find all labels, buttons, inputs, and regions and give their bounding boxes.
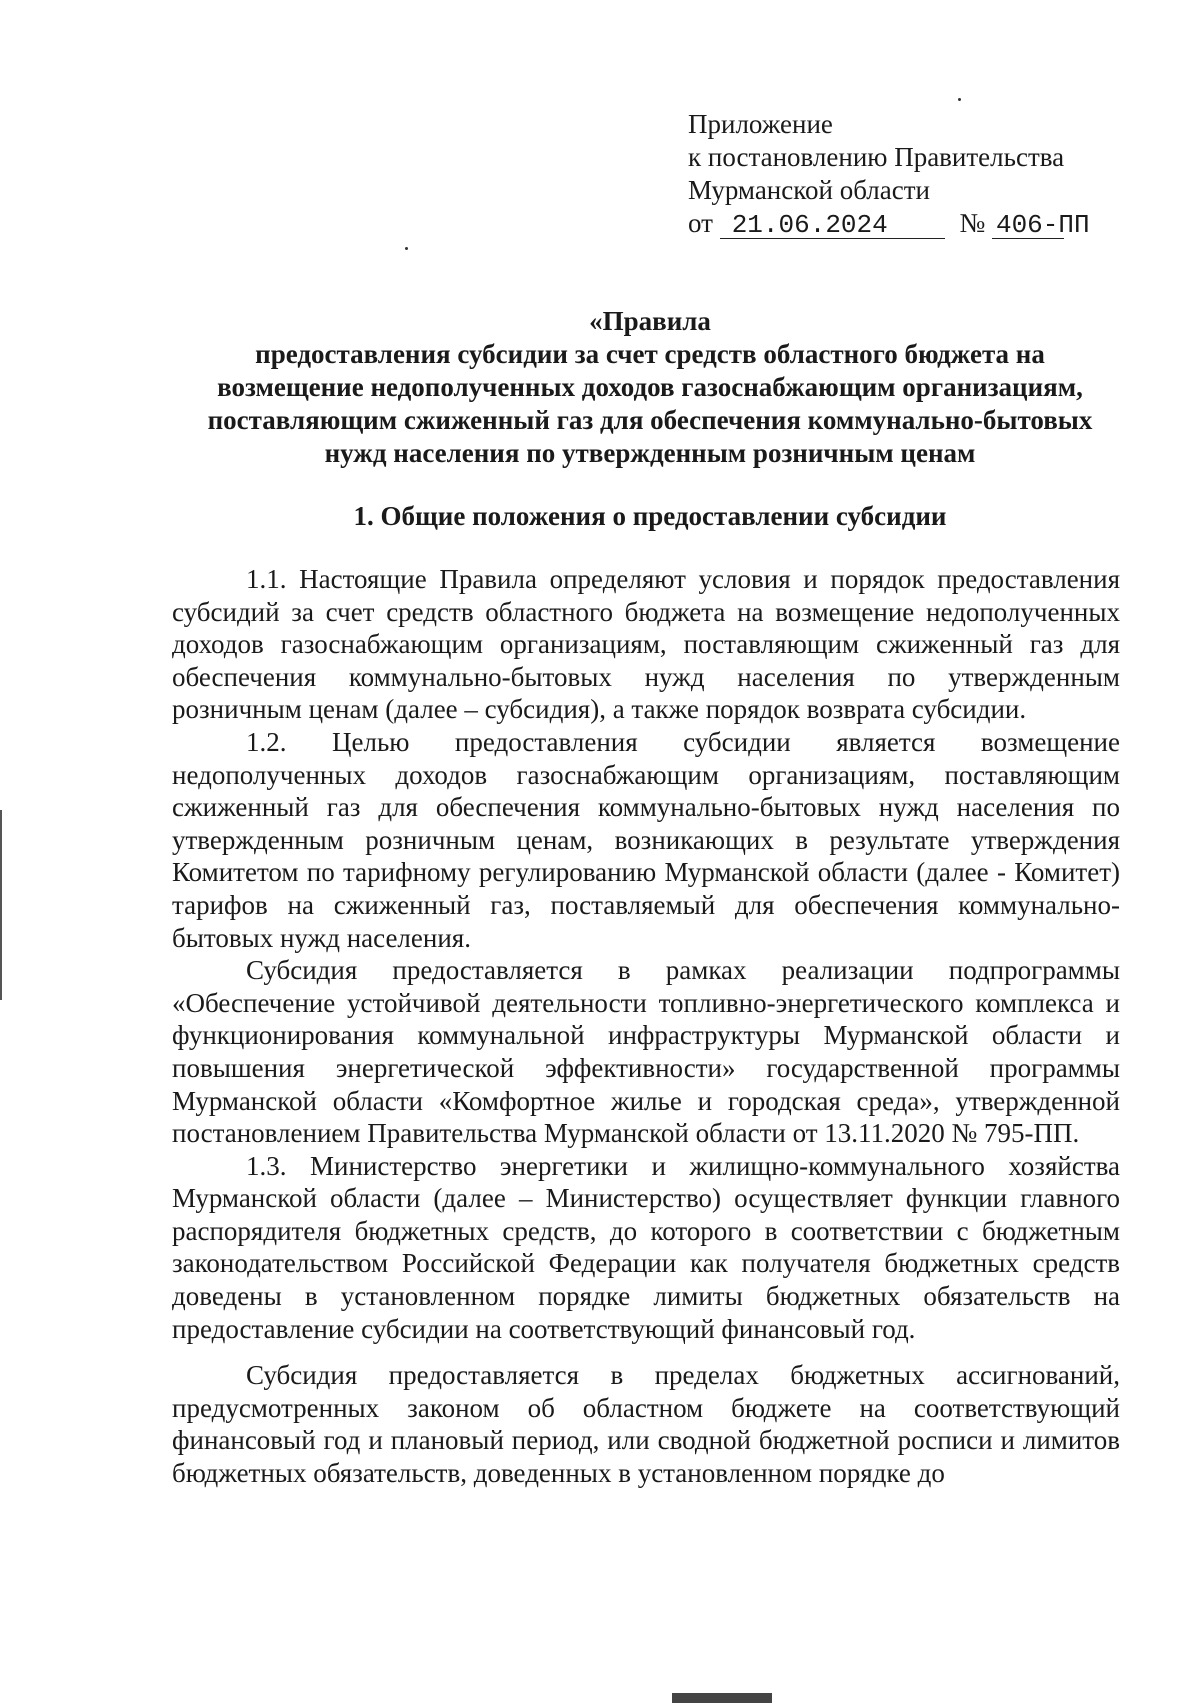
paragraph-1-2: 1.2. Целью предоставления субсидии является возмещение недополученных доходов газоснабжающим организациям, поставляющим сжиженный газ для обеспечения коммунально-бытовых нужд населения по утвержденным розничным ценам, возникающих в результате утверждения Комитетом по тарифному регулированию Мурманской области (далее - Комитет) тарифов на сжиженный газ, поставляемый для обеспечения коммунально-бытовых нужд населения. bbox=[172, 726, 1120, 953]
resolution-number: 406-ПП bbox=[992, 212, 1064, 239]
resolution-date: 21.06.2024 bbox=[720, 212, 945, 239]
paragraph-1-1: 1.1. Настоящие Правила определяют условия и порядок предоставления субсидий за счет средств областного бюджета на возмещение недополученных доходов газоснабжающим организациям, поставляющим сжиженный газ для обеспечения коммунально-бытовых нужд населения по утвержденным розничным ценам (далее – субсидия), а также порядок возврата субсидии. bbox=[172, 564, 1120, 725]
section-heading: 1. Общие положения о предоставлении субсидии bbox=[353, 501, 947, 531]
title-line: «Правила bbox=[589, 306, 711, 336]
appendix-date-number-line bbox=[688, 207, 1138, 240]
appendix-label: Приложение bbox=[688, 109, 833, 139]
number-sign: № bbox=[959, 208, 986, 238]
appendix-region: Мурманской области bbox=[688, 175, 930, 205]
paragraph-1-3: 1.3. Министерство энергетики и жилищно-коммунального хозяйства Мурманской области (далее – Министерство) осуществляет функции главного распорядителя бюджетных средств, до которого в соответствии с бюджетным законодательством Российской Федерации как получателя бюджетных средств доведены в установленном порядке лимиты бюджетных обязательств на предоставление субсидии на соответствующий финансовый год. bbox=[172, 1150, 1120, 1344]
scan-speck bbox=[405, 247, 408, 250]
rules-title bbox=[150, 305, 1150, 470]
title-line: нужд населения по утвержденным розничным ценам bbox=[324, 438, 976, 468]
title-line: возмещение недополученных доходов газоснабжающим организациям, bbox=[217, 372, 1083, 402]
scan-bottom-mark bbox=[672, 1693, 772, 1703]
scan-speck bbox=[958, 98, 961, 101]
scan-edge-mark bbox=[0, 810, 2, 1000]
date-prefix: от bbox=[688, 208, 713, 238]
paragraph-subsidy-limits: Субсидия предоставляется в пределах бюджетных ассигнований, предусмотренных законом об областном бюджете на соответствующий финансовый год и плановый период, или сводной бюджетной росписи и лимитов бюджетных обязательств, доведенных в установленном порядке до bbox=[172, 1360, 1120, 1489]
document-body bbox=[172, 563, 1120, 1490]
appendix-header bbox=[688, 108, 1138, 240]
title-line: поставляющим сжиженный газ для обеспечения коммунально-бытовых bbox=[207, 405, 1093, 435]
title-line: предоставления субсидии за счет средств областного бюджета на bbox=[255, 339, 1045, 369]
appendix-reference: к постановлению Правительства bbox=[688, 142, 1065, 172]
paragraph-subsidy-program: Субсидия предоставляется в рамках реализации подпрограммы «Обеспечение устойчивой деятельности топливно-энергетического комплекса и функционирования коммунальной инфраструктуры Мурманской области и повышения энергетической эффективности» государственной программы Мурманской области «Комфортное жилье и городская среда», утвержденной постановлением Правительства Мурманской области от 13.11.2020 № 795-ПП. bbox=[172, 955, 1120, 1149]
